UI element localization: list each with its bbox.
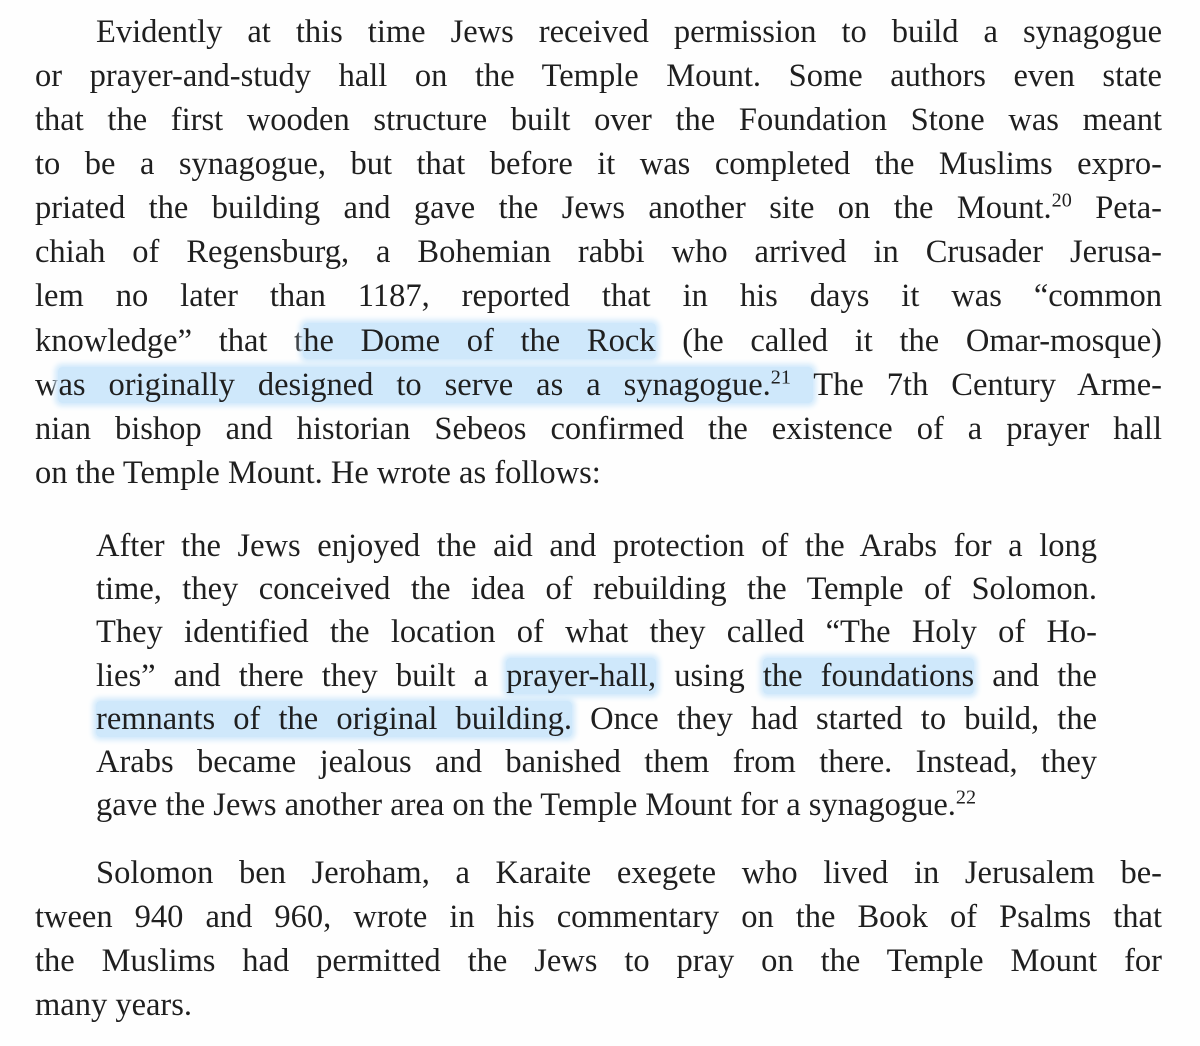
- text-run: priated the building and gave the Jews another site on the Mount.: [35, 190, 1052, 226]
- footnote-ref-20: 20: [1051, 189, 1072, 212]
- text-line: [96, 785, 976, 825]
- text-run: w: [35, 367, 59, 403]
- text-line: [35, 276, 1162, 316]
- text-run: (he called it the Omar-mosque): [655, 323, 1162, 359]
- text-line: [96, 612, 1097, 652]
- text-run: The 7th Century Arme-: [813, 367, 1162, 403]
- text-run: Solomon ben Jeroham, a Karaite exegete who lived in Jerusalem be-: [96, 855, 1162, 891]
- footnote-ref-22: 22: [955, 786, 977, 809]
- text-run: the Muslims had permitted the Jews to pray on the Temple Mount for: [35, 943, 1162, 979]
- text-line: [96, 853, 1162, 893]
- text-line: [96, 699, 1097, 739]
- text-run: tween 940 and 960, wrote in his commentary on the Book of Psalms that: [35, 899, 1162, 935]
- text-run: or prayer-and-study hall on the Temple Mount. Some authors even state: [35, 58, 1162, 94]
- text-run: They identified the location of what they called “The Holy of Ho-: [96, 614, 1097, 650]
- text-line: [96, 742, 1097, 782]
- text-run: After the Jews enjoyed the aid and protection of the Arabs for a long: [96, 528, 1097, 564]
- text-line: [96, 12, 1162, 52]
- text-line: [96, 526, 1097, 566]
- text-line: [35, 232, 1162, 272]
- highlight-synagogue-design[interactable]: [58, 367, 813, 403]
- text-run: using: [656, 658, 763, 694]
- text-run: Peta-: [1071, 190, 1162, 226]
- text-line: [35, 365, 1162, 405]
- text-line: [35, 453, 601, 493]
- text-run: to be a synagogue, but that before it was completed the Muslims expro-: [35, 146, 1162, 182]
- text-run: time, they conceived the idea of rebuilding the Temple of Solomon.: [96, 571, 1097, 607]
- text-run: many years.: [35, 987, 193, 1023]
- text-line: [35, 941, 1162, 981]
- text-run: Arabs became jealous and banished them from there. Instead, they: [96, 744, 1097, 780]
- text-line: [96, 569, 1097, 609]
- text-run: gave the Jews another area on the Temple Mount for a synagogue.: [96, 787, 956, 823]
- text-run: that the first wooden structure built over the Foundation Stone was meant: [35, 102, 1162, 138]
- text-run: and the: [974, 658, 1097, 694]
- text-line: [96, 656, 1097, 696]
- highlight-prayer-hall[interactable]: prayer-hall,: [506, 658, 657, 694]
- text-run: lem no later than 1187, reported that in his days it was “common: [35, 278, 1162, 314]
- text-line: [35, 100, 1162, 140]
- text-run: knowledge” that t: [35, 323, 304, 359]
- text-run: nian bishop and historian Sebeos confirmed the existence of a prayer hall: [35, 411, 1162, 447]
- text-run: on the Temple Mount. He wrote as follows:: [35, 455, 601, 491]
- footnote-ref-21: 21: [770, 366, 791, 389]
- highlight-the-foundations[interactable]: the foundations: [762, 658, 975, 694]
- highlight-dome-of-the-rock[interactable]: he Dome of the Rock: [303, 323, 656, 359]
- text-run: chiah of Regensburg, a Bohemian rabbi who arrived in Crusader Jerusa-: [35, 234, 1162, 270]
- text-run: Evidently at this time Jews received permission to build a synagogue: [96, 14, 1162, 50]
- text-line: [35, 56, 1162, 96]
- text-line: [35, 409, 1162, 449]
- text-line: [35, 144, 1162, 184]
- text-line: [35, 985, 192, 1025]
- text-run: lies” and there they built a: [96, 658, 507, 694]
- highlight-remnants[interactable]: remnants of the original building.: [96, 701, 573, 737]
- text-line: [35, 321, 1162, 361]
- text-run: Once they had started to build, the: [572, 701, 1097, 737]
- text-line: [35, 188, 1162, 228]
- text-line: [35, 897, 1162, 937]
- text-run: as originally designed to serve as a synagogue.: [58, 367, 771, 403]
- text-run: [791, 367, 813, 403]
